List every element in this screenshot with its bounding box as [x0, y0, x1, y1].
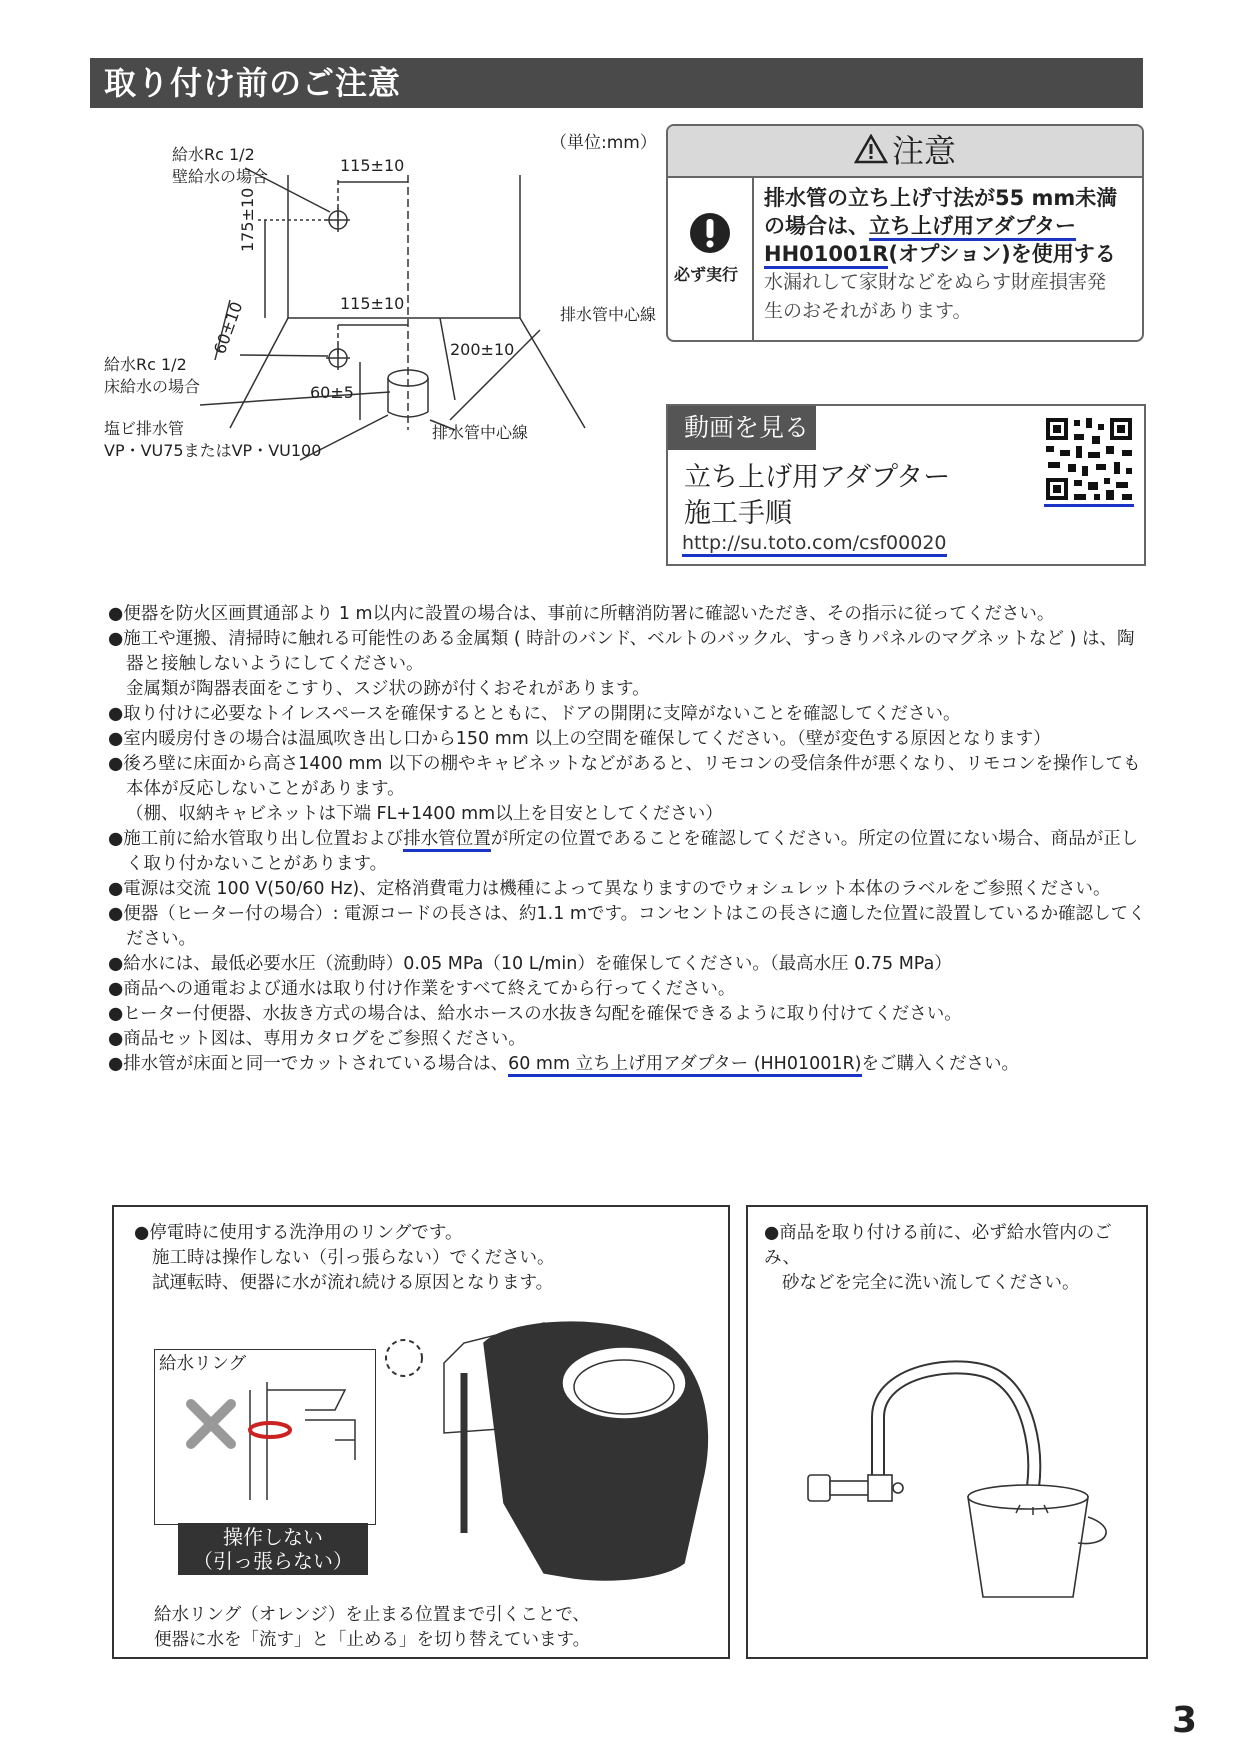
drain-center-label-right: 排水管中心線	[560, 305, 657, 324]
caution-line-5: 生のおそれがあります。	[764, 300, 972, 322]
precautions-list	[108, 602, 1148, 1077]
caution-title: 注意	[891, 132, 956, 170]
ring-note: ●停電時に使用する洗浄用のリングです。 施工時は操作しない（引っ張らない）でください。 試運転時、便器に水が流れ続ける原因となります。	[134, 1223, 555, 1293]
ring-red-highlight	[250, 1423, 290, 1437]
toilet-illustration	[384, 1303, 724, 1599]
dim-top-115: 115±10	[340, 156, 405, 175]
list-item: ●給水には、最低必要水圧（流動時）0.05 MPa（10 L/min）を確保してください。（最高水圧 0.75 MPa）	[108, 954, 952, 974]
model-number-text: HH01001R	[764, 242, 888, 269]
dim-mid-115: 115±10	[340, 294, 405, 313]
caution-line-4: 水漏れして家財などをぬらす財産損害発	[764, 271, 1107, 293]
dim-right-200: 200±10	[450, 340, 515, 359]
valve-handle-icon	[808, 1475, 830, 1501]
list-item: ●取り付けに必要なトイレスペースを確保するとともに、ドアの開閉に支障がないことを確認してください。	[108, 704, 961, 724]
video-box	[666, 404, 1146, 566]
supply-ring-illustration	[155, 1350, 375, 1524]
caution-line-1: 排水管の立ち上げ寸法が55 mm未満	[764, 186, 1118, 210]
list-item: ●施工前に給水管取り出し位置および排水管位置が所定の位置であることを確認してください。所定の位置にない場合、商品が正しく取り付かないことがあります。	[108, 829, 1139, 874]
caution-header	[668, 126, 1142, 178]
flush-pipe-illustration	[788, 1357, 1128, 1617]
x-mark-icon	[191, 1404, 231, 1444]
dim-pipe-60: 60±5	[310, 383, 354, 402]
qr-code-icon[interactable]	[1044, 416, 1134, 508]
flush-note: ●商品を取り付ける前に、必ず給水管内のごみ、 砂などを完全に洗い流してください。	[764, 1223, 1112, 1293]
list-item: ●電源は交流 100 V(50/60 Hz)、定格消費電力は機種によって異なりますのでウォシュレット本体のラベルをご参照ください。	[108, 879, 1111, 899]
video-url-link[interactable]: http://su.toto.com/csf00020	[682, 532, 947, 557]
list-item: ●排水管が床面と同一でカットされている場合は、60 mm 立ち上げ用アダプター (HH01001R)をご購入ください。	[108, 1052, 1148, 1077]
adapter-link-text: 立ち上げ用アダプター	[869, 214, 1076, 241]
ring-callout-circle	[386, 1340, 422, 1376]
list-item: ●便器（ヒーター付の場合）: 電源コードの長さは、約1.1 mです。コンセントはこの長さに適した位置に設置しているか確認してください。	[108, 904, 1146, 949]
supply-ring-box	[112, 1205, 730, 1659]
list-item: ●ヒーター付便器、水抜き方式の場合は、給水ホースの水抜き勾配を確保できるように取り付けてください。	[108, 1004, 962, 1024]
drain-pipe-label-2: VP・VU75またはVP・VU100	[104, 441, 322, 460]
drain-position-highlight: 排水管位置	[403, 829, 491, 852]
mandatory-action-icon	[689, 212, 731, 254]
inset-label: 給水リング	[159, 1354, 247, 1374]
bucket-icon	[968, 1497, 1088, 1597]
do-not-operate-label: 操作しない （引っ張らない）	[178, 1523, 368, 1575]
list-item: ●施工や運搬、清掃時に触れる可能性のある金属類 ( 時計のバンド、ベルトのバックル、すっきりパネルのマグネットなど ) は、陶器と接触しないようにしてください。	[108, 629, 1135, 674]
warning-triangle-icon	[854, 128, 888, 178]
list-item: ●室内暖房付きの場合は温風吹き出し口から150 mm 以上の空間を確保してください。（壁が変色する原因となります）	[108, 729, 1051, 749]
floor-supply-label-2: 床給水の場合	[104, 377, 201, 396]
mandatory-column	[668, 178, 754, 340]
caution-box	[666, 124, 1144, 342]
adapter-purchase-highlight: 60 mm 立ち上げ用アダプター (HH01001R)	[508, 1054, 861, 1077]
unit-label: （単位:mm）	[550, 133, 657, 153]
video-title: 立ち上げ用アダプター 施工手順	[684, 462, 951, 529]
drain-center-label-bottom: 排水管中心線	[432, 423, 529, 442]
list-item: ●便器を防火区画貫通部より 1 m以内に設置の場合は、事前に所轄消防署に確認いただき、その指示に従ってください。	[108, 604, 1055, 624]
dim-vertical-175: 175±10	[238, 187, 257, 252]
caution-line-3: HH01001R(オプション)を使用する	[764, 240, 1136, 268]
ring-footer: 給水リング（オレンジ）を止まる位置まで引くことで、 便器に水を「流す」と「止める」を切り替えています。	[154, 1605, 591, 1650]
wall-supply-label-2: 壁給水の場合	[172, 167, 269, 186]
caution-line-2: の場合は、立ち上げ用アダプター	[764, 212, 1136, 240]
dim-diag-60: 60±10	[210, 299, 247, 357]
ring-inset	[154, 1349, 376, 1525]
mandatory-action-label: 必ず実行	[674, 265, 739, 284]
caution-body	[764, 184, 1136, 326]
wall-supply-label-1: 給水Rc 1/2	[172, 145, 255, 164]
video-tag: 動画を見る	[668, 406, 816, 450]
list-item: ●商品への通電および通水は取り付け作業をすべて終えてから行ってください。	[108, 979, 736, 999]
list-item: ●商品セット図は、専用カタログをご参照ください。	[108, 1029, 526, 1049]
drain-pipe-label-1: 塩ビ排水管	[104, 419, 185, 438]
list-item: ●後ろ壁に床面から高さ1400 mm 以下の棚やキャビネットなどがあると、リモコンの受信条件が悪くなり、リモコンを操作しても本体が反応しないことがあります。	[108, 754, 1141, 799]
page-number: 3	[1172, 1700, 1198, 1741]
section-header	[90, 58, 1143, 108]
list-item: 金属類が陶器表面をこすり、スジ状の跡が付くおそれがあります。	[126, 679, 650, 699]
floor-supply-label-1: 給水Rc 1/2	[104, 355, 187, 374]
section-title: 取り付け前のご注意	[104, 64, 402, 102]
flush-pipe-box	[746, 1205, 1148, 1659]
list-item: （棚、収納キャビネットは下端 FL+1400 mm以上を目安としてください）	[126, 804, 723, 824]
